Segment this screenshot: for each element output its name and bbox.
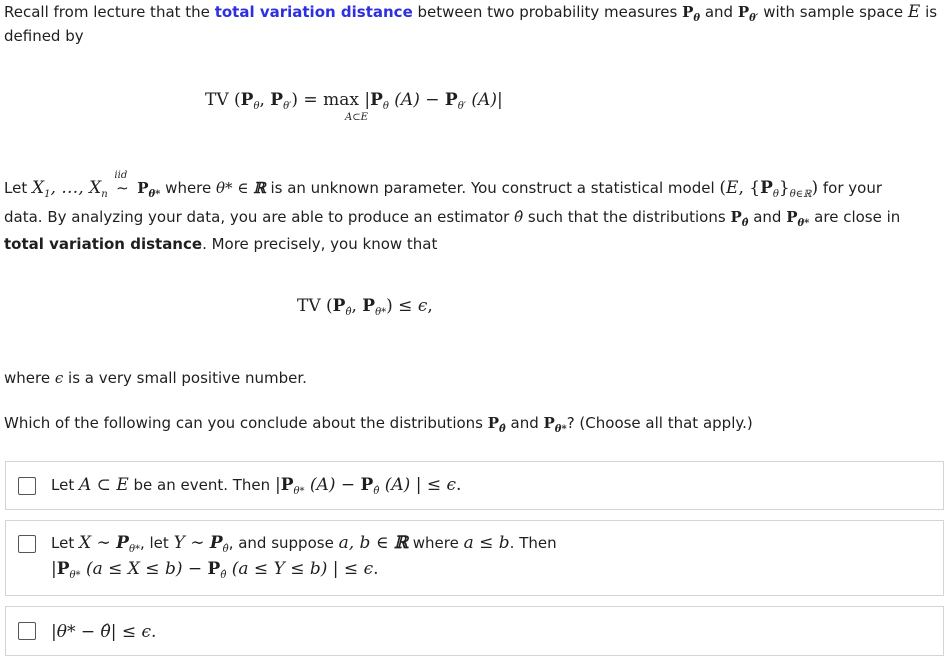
question-suffix-text: ? (Choose all that apply.) xyxy=(566,414,753,432)
option-2[interactable] xyxy=(5,520,944,596)
option-1-let: Let xyxy=(51,476,75,494)
setup-line-1 xyxy=(4,170,883,203)
math-P-theta-star: $P_{\theta*}$ xyxy=(137,179,161,200)
intro-between-text: between two probability measures xyxy=(417,3,678,21)
question-prefix-text: Which of the following can you conclude about the distributions xyxy=(4,414,483,432)
math-option-1-inequality: $|P_{\theta*}$ $(A) - P_{\thetâ}$ (A) | ≤ ϵ. xyxy=(274,475,462,497)
option-2-let: Let xyxy=(51,534,75,552)
math-P-theta-star-2: $P_{\theta*}$ xyxy=(786,208,810,229)
epsilon-where-text: where xyxy=(4,369,51,387)
math-P-theta-prime: $P_{\theta'}$ xyxy=(737,3,759,24)
math-P-theta-star-q: $P_{\theta*}$ xyxy=(543,414,567,435)
option-2-mid3: where xyxy=(412,534,459,552)
setup-line-2 xyxy=(4,205,900,232)
math-Y-dist: Y ∼ $P_{\thetâ}$ xyxy=(173,533,229,555)
math-option-2-inequality: $|P_{\theta*}$ $(a \le X \le b) - P_{\thetâ}$ (a ≤ Y ≤ b) | ≤ ϵ. xyxy=(51,559,379,581)
iid-symbol: iid ∼ xyxy=(114,170,129,197)
setup-where-text: where xyxy=(165,179,212,197)
tvd-highlight: total variation distance xyxy=(214,3,413,21)
option-2-text-line-2 xyxy=(51,557,379,584)
option-1-checkbox[interactable] xyxy=(18,477,36,495)
math-E: E xyxy=(907,2,921,22)
math-sample-sequence: $X_1$, …, $X_n$ xyxy=(31,178,108,200)
setup-precisely-text: . More precisely, you know that xyxy=(202,235,438,253)
option-2-checkbox[interactable] xyxy=(18,535,36,553)
setup-line2-text: data. By analyzing your data, you are able to produce an estimator xyxy=(4,208,510,226)
option-2-mid2: , and suppose xyxy=(228,534,334,552)
option-2-text-line-1 xyxy=(51,531,557,558)
math-P-theta: $P_\theta$ xyxy=(682,3,701,24)
math-model: (E, $\{P_\theta\}_{\theta\in ℝ}$) xyxy=(719,178,819,200)
epsilon-rest-text: is a very small positive number. xyxy=(68,369,307,387)
option-1-text xyxy=(51,473,461,500)
intro-line-2: defined by xyxy=(4,27,84,45)
intro-and-text: and xyxy=(704,3,734,21)
math-a-le-b: a ≤ b xyxy=(463,533,510,553)
intro-sample-space-text: with sample space xyxy=(763,3,904,21)
option-3-checkbox[interactable] xyxy=(18,622,36,640)
epsilon-note xyxy=(4,366,307,390)
option-3-text: |θ* − θ̂| ≤ ϵ. xyxy=(51,622,157,642)
intro-recall-text: Recall from lecture that the xyxy=(4,3,210,21)
math-P-theta-hat: $P_{\thetâ}$ xyxy=(730,208,749,229)
setup-for-your-text: for your xyxy=(822,179,883,197)
math-theta-star-in-R: θ* ∈ ℝ xyxy=(216,179,266,197)
math-a-b-in-R: a, b ∈ ℝ xyxy=(338,533,408,553)
intro-is-text: is xyxy=(925,3,938,21)
math-X-dist: X ∼ $P_{\theta*}$ xyxy=(78,533,140,555)
setup-such-that-text: such that the distributions xyxy=(527,208,726,226)
math-theta-hat: θ̂ xyxy=(514,208,524,226)
option-2-mid4: . Then xyxy=(509,534,557,552)
option-1-mid: be an event. Then xyxy=(133,476,271,494)
tv-bound-formula: TV ($P_{\thetâ}$, $P_{\theta*}) \le \epsilon$, xyxy=(297,296,433,318)
math-P-theta-hat-q: $P_{\thetâ}$ xyxy=(487,414,506,435)
tvd-bold-text: total variation distance xyxy=(4,235,203,253)
setup-line-3 xyxy=(4,232,437,256)
setup-are-close-text: are close in xyxy=(814,208,901,226)
option-2-mid1: , let xyxy=(139,534,169,552)
question-prompt xyxy=(4,411,753,438)
option-1[interactable] xyxy=(5,461,944,510)
option-3[interactable] xyxy=(5,606,944,656)
setup-unknown-text: is an unknown parameter. You construct a statistical model xyxy=(270,179,715,197)
intro-line-1 xyxy=(4,0,937,27)
math-A-subset-E: A ⊂ E xyxy=(78,475,129,495)
math-epsilon: ϵ xyxy=(54,369,64,387)
setup-let-text: Let xyxy=(4,179,28,197)
tv-definition-formula: TV ($P_\theta$, $P_{\theta'}) = \max |P_\theta$ $(A) - P_{\theta'}$ (A)| xyxy=(205,90,503,112)
question-and-text: and xyxy=(510,414,539,432)
setup-and-text: and xyxy=(753,208,782,226)
max-subscript: A⊂E xyxy=(345,112,368,123)
